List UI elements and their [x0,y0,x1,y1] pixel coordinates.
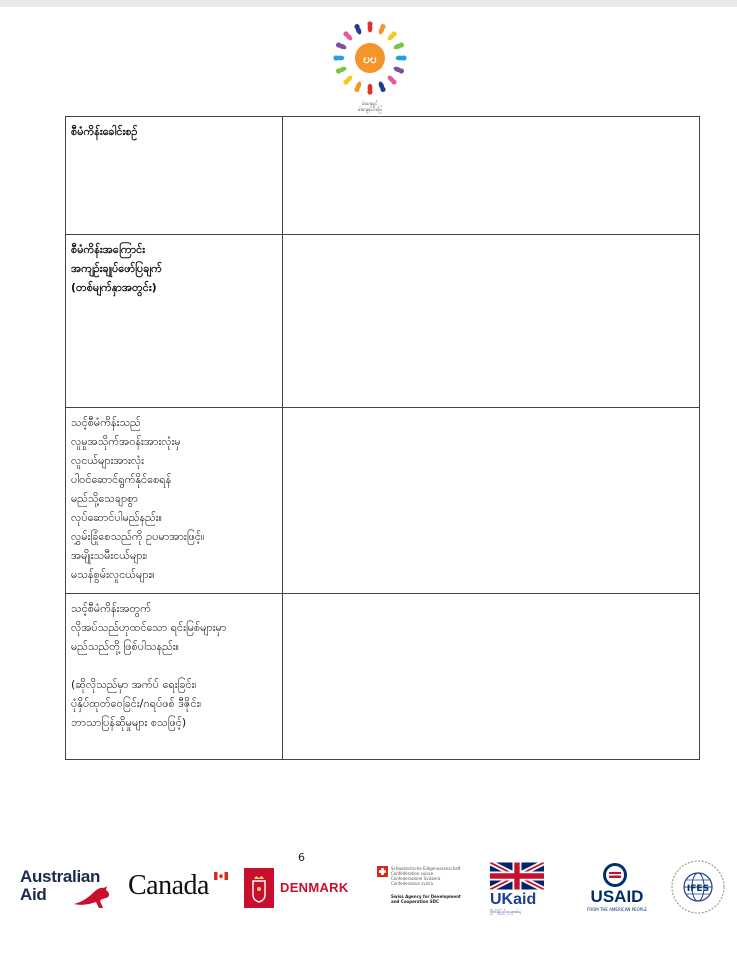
ukaid-wordmark: UKaid [490,891,537,908]
question-cell [66,408,283,594]
question-text-line: အမျိုးသမီးငယ်များ၊ [71,549,148,562]
usaid-subtitle: FROM THE AMERICAN PEOPLE [587,907,647,912]
canada-wordmark: Canada [128,870,209,901]
question-title-line: စီမံကိန်းအကြောင်း [71,243,146,256]
question-cell [66,117,283,235]
question-text-line: (ဆိုလိုသည်မှာ အက်ပ် ရေးခြင်း၊ [71,678,197,691]
person-body [336,56,345,61]
ifes-globe-logo-icon [670,858,726,916]
denmark-wordmark: DENMARK [280,880,349,895]
question-line-gap [71,656,278,675]
swiss-text-line: Schweizerische Eidgenossenschaft [391,866,461,871]
swiss-cross-icon [377,866,388,877]
ukaid-subtitle: ဗြိတိန်ပြည်သူများထံမှ [490,909,522,914]
canada-flag-icon [214,872,228,880]
swiss-agency-line: and Cooperation SDC [391,899,439,904]
usaid-seal-icon [601,862,629,888]
ukaid-logo [490,861,546,917]
person-body [396,56,405,61]
question-cell [66,594,283,760]
form-row-inclusion [66,408,700,594]
question-text-line: သင့်စီမံကိန်းသည် [71,416,141,429]
australian-aid-logo [20,866,120,912]
question-text-line: လူငယ်များအားလုံး [71,454,144,467]
swiss-sdc-logo [377,866,477,910]
question-title-line: အကျဉ်းချုပ်ဖော်ပြချက် [71,262,162,275]
question-text-line: ဘာသာပြန်ဆိုမှုများ စသဖြင့်) [71,716,187,729]
question-text-line: ပုံနှိပ်ထုတ်ဝေခြင်း/ဂရပ်ဖစ် ဒီဇိုင်း၊ [71,697,202,710]
denmark-logo [244,868,362,908]
usaid-wordmark: USAID [590,887,644,906]
question-title-line: (တစ်မျက်နှာအတွင်း) [71,281,157,294]
question-text-line: ပါဝင်ဆောင်ရွက်နိုင်စေရန် [71,473,172,486]
circle-of-people-logo-icon [330,18,410,100]
usaid-logo [582,862,652,914]
swiss-text-line: Confederaziun svizra [391,881,434,886]
question-text-line: လိုအပ်သည်ဟုထင်သော ရင်းမြစ်များမှာ [71,621,227,634]
ifes-logo [670,858,726,920]
swiss-text-line: Confédération suisse [391,871,434,876]
logo-caption-line1: မဲဆန္ဒရှင် [362,101,378,107]
answer-cell-resources[interactable] [283,594,700,760]
project-form-table [65,116,700,760]
answer-cell-project-summary[interactable] [283,235,700,408]
svg-text:ဎဎ: ဎဎ [363,52,377,66]
question-text-line: လူမှုအသိုက်အဝန်းအားလုံးမှ [71,435,181,448]
question-text-line: လုပ်ဆောင်ပါမည်နည်း။ [71,511,162,524]
person-body [368,84,373,93]
kangaroo-icon [72,884,114,910]
swiss-confederation-text [391,866,460,886]
question-text-line: မည်သည်တို့ ဖြစ်ပါသနည်း။ [71,640,179,653]
form-row-project-title [66,117,700,235]
person-body [368,24,373,33]
question-text-line: မည်သို့သေချာစွာ [71,492,138,505]
australian-aid-line2: Aid [20,885,47,904]
answer-cell-inclusion[interactable] [283,408,700,594]
union-jack-flag-icon [490,861,544,891]
question-cell [66,235,283,408]
form-row-resources [66,594,700,760]
top-edge-bar [0,0,737,7]
form-row-project-summary [66,235,700,408]
page-number: 6 [298,851,305,864]
swiss-agency-line: Swiss Agency for Development [391,894,461,899]
swiss-agency-text [391,894,461,904]
australian-aid-line1: Australian [20,867,101,886]
header-logo [330,18,410,114]
logo-caption-line2: မဲဆန္ဒနယ်မြေ [357,107,383,113]
question-text-line: လွှမ်းခြုံစေသည်ကို ဥပမာအားဖြင့်။ [71,530,205,543]
danish-crest-icon [244,868,274,908]
question-text-line: မသန်စွမ်းလူငယ်များ။ [71,568,155,581]
answer-cell-project-title[interactable] [283,117,700,235]
swiss-text-line: Confederazione Svizzera [391,876,441,881]
canada-logo [128,870,209,902]
svg-text:IFES: IFES [686,884,710,894]
question-title-line: စီမံကိန်းခေါင်းစဉ် [71,125,138,138]
question-text-line: သင့်စီမံကိန်းအတွက် [71,602,152,615]
